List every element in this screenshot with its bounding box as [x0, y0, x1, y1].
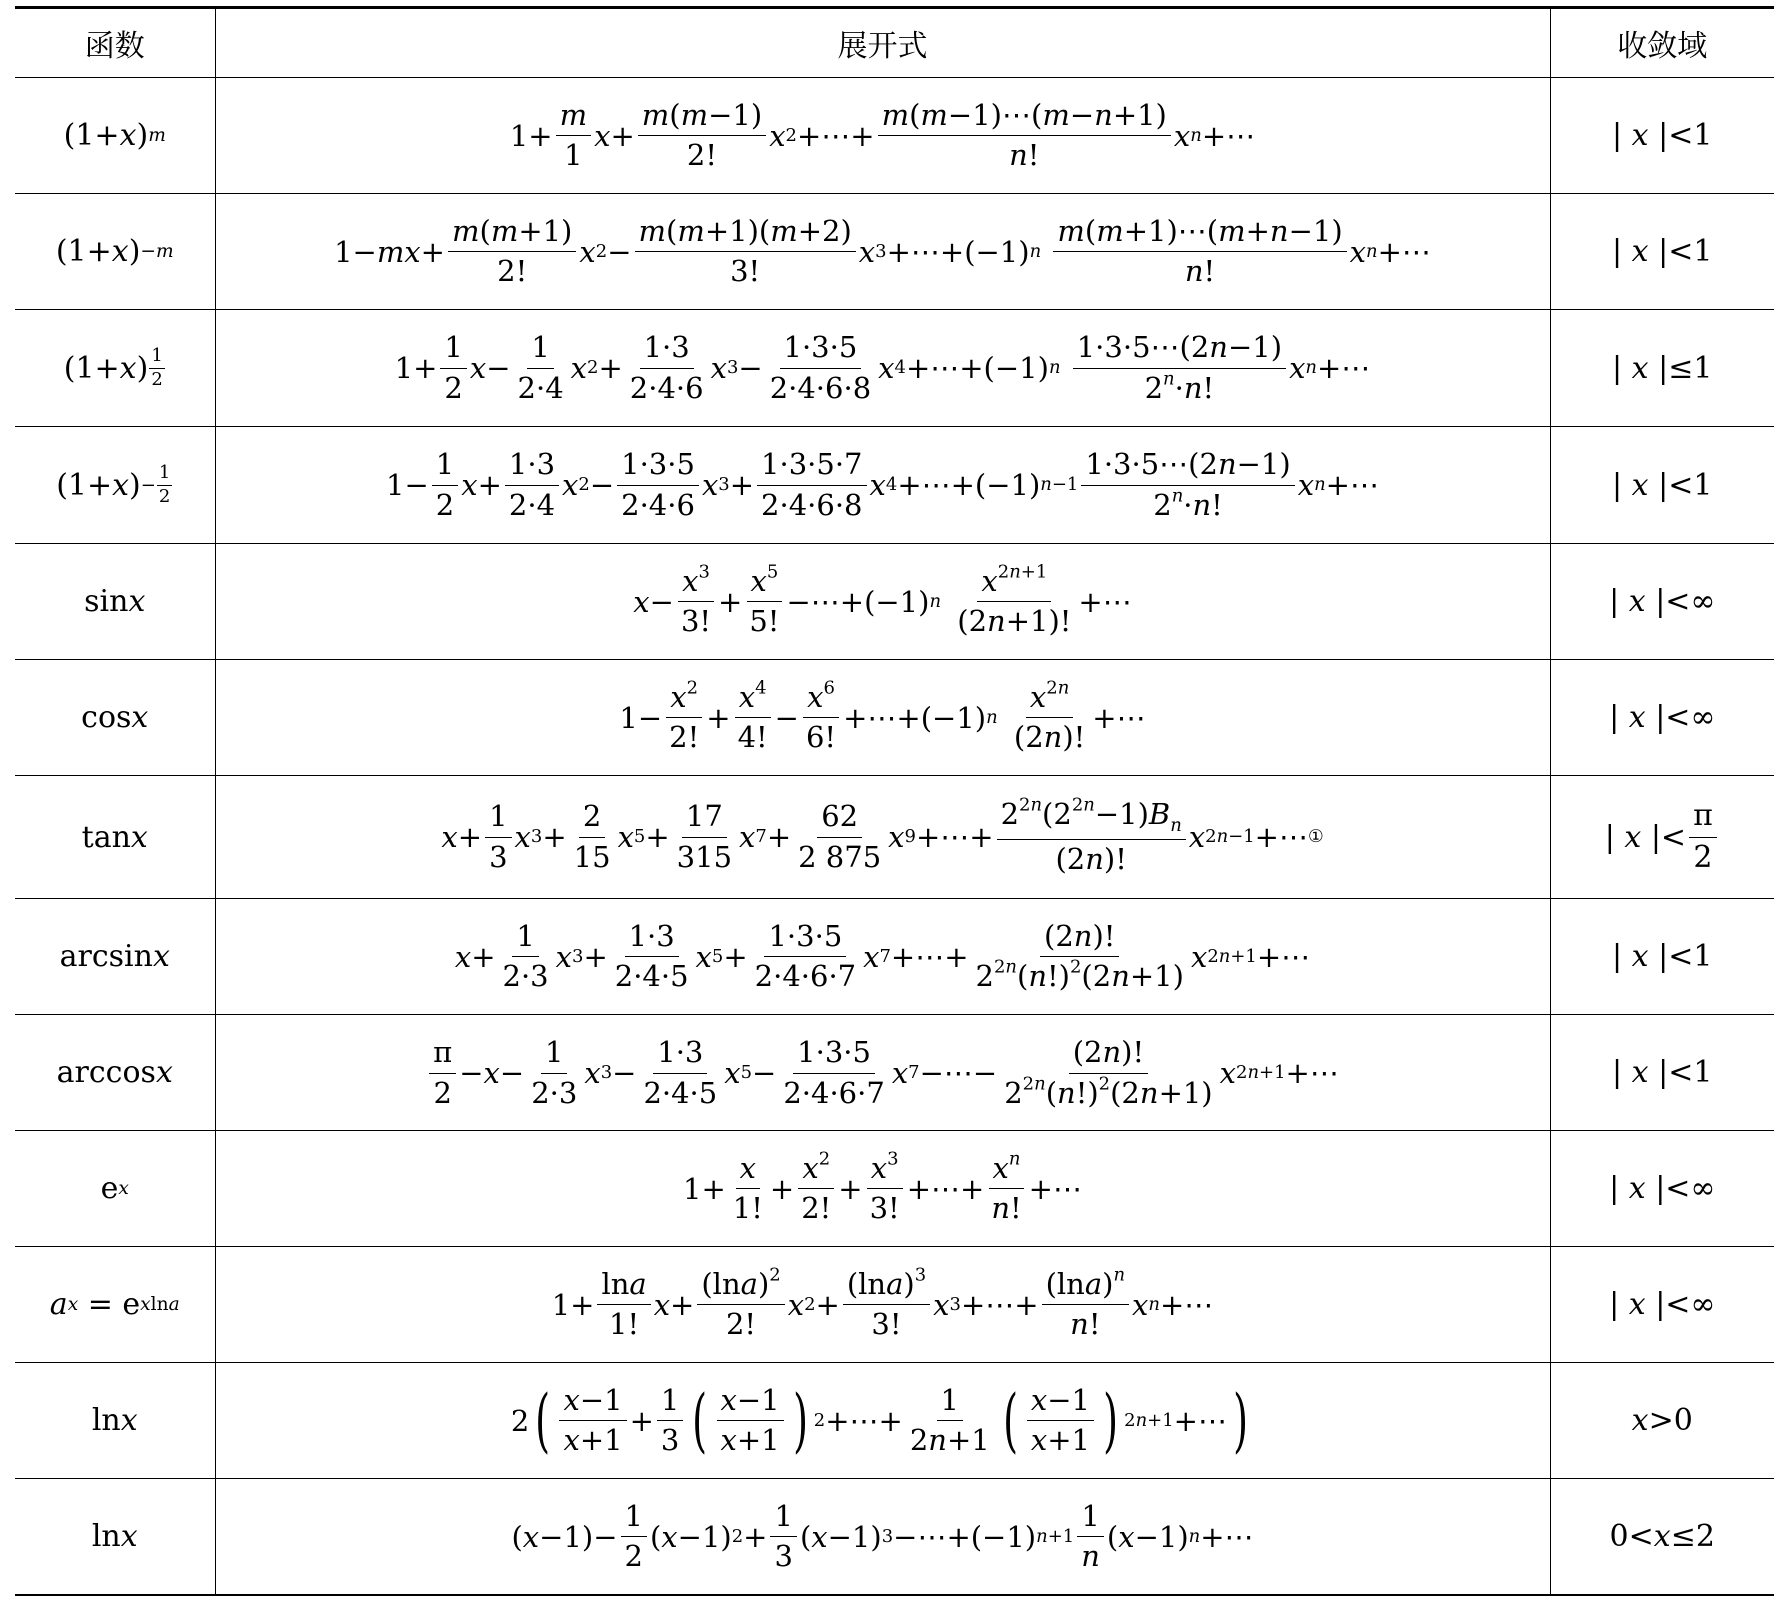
expansion-cell: [215, 78, 1550, 194]
expansion-formula: 1+ $\frac{m}{1}$ x + $\frac{m(m-1)}{2!}$ x 2 +⋯+ $\frac{m(m-1)\cdots(m-n+1)}{n!}$ x n +⋯: [509, 97, 1256, 172]
function-cell: [15, 660, 215, 776]
function-cell: [15, 776, 215, 899]
function-cell: [15, 194, 215, 310]
table-row: [15, 194, 1774, 310]
domain-formula: 0< x ≤2: [1609, 1519, 1715, 1554]
domain-cell: [1550, 1247, 1774, 1363]
function-formula: tan x: [81, 819, 148, 855]
expansion-cell: [215, 1363, 1550, 1479]
expansion-formula: 1+ $\frac{x}{1!}$ + $\frac{x^2}{2!}$ + $\frac{x^3}{3!}$ +⋯+ $\frac{x^n}{n!}$ +⋯: [683, 1148, 1082, 1225]
function-formula: a x = e xlna: [49, 1287, 180, 1322]
header-row: [15, 8, 1774, 78]
function-cell: [15, 1015, 215, 1131]
domain-cell: [1550, 544, 1774, 660]
table-row: [15, 427, 1774, 544]
expansion-formula: 1− mx + $\frac{m(m+1)}{2!}$ x 2 − $\frac{m(m+1)(m+2)}{3!}$ x 3 +⋯+(−1) n $\frac{m(m+1)\cdots(m+n-1)}{n!}$ x n +⋯: [334, 213, 1431, 288]
domain-formula: | x |<∞: [1609, 1287, 1716, 1322]
domain-formula: | x |< $\frac{\pi}{2}$: [1605, 799, 1720, 875]
domain-formula: | x |<1: [1612, 1055, 1713, 1090]
expansion-cell: [215, 1247, 1550, 1363]
expansion-formula: 1− $\frac{x^2}{2!}$ + $\frac{x^4}{4!}$ − $\frac{x^6}{6!}$ +⋯+(−1) n $\frac{x^{2n}}{(2n)!}$ +⋯: [619, 677, 1146, 754]
function-formula: (1+ x ) $\frac{1}{2}$: [63, 344, 163, 390]
expansion-formula: x − $\frac{x^3}{3!}$ + $\frac{x^5}{5!}$ −⋯+(−1) n $\frac{x^{2n+1}}{(2n+1)!}$ +⋯: [633, 561, 1132, 638]
function-formula: ln x: [91, 1519, 138, 1554]
expansion-formula: x + $\frac{1}{3}$ x 3 + $\frac{2}{15}$ x 5 + $\frac{17}{315}$ x 7 + $\frac{62}{2 875}$ x 9 +⋯+ $\frac{2^{2n}(2^{2n}-1)B_n}{(2n)!}$ x 2n−1 +⋯ ①: [441, 794, 1324, 877]
function-formula: (1+ x ) − $\frac{1}{2}$: [56, 461, 171, 507]
domain-formula: | x |<∞: [1609, 1171, 1716, 1206]
table-row: [15, 899, 1774, 1015]
function-cell: [15, 1363, 215, 1479]
expansion-cell: [215, 660, 1550, 776]
domain-cell: [1550, 899, 1774, 1015]
header-function: 函数: [15, 8, 215, 78]
expansion-cell: [215, 776, 1550, 899]
function-cell: [15, 544, 215, 660]
maclaurin-series-table: [15, 6, 1774, 1596]
function-formula: (1+ x ) m: [63, 118, 166, 153]
expansion-cell: [215, 427, 1550, 544]
table-row: [15, 1479, 1774, 1596]
expansion-cell: [215, 899, 1550, 1015]
table-row: [15, 1015, 1774, 1131]
function-cell: [15, 1247, 215, 1363]
domain-formula: | x |<1: [1612, 234, 1713, 269]
expansion-cell: [215, 1015, 1550, 1131]
function-formula: sin x: [84, 584, 146, 619]
table-row: [15, 78, 1774, 194]
function-cell: [15, 899, 215, 1015]
expansion-formula: 2 ( $\frac{x-1}{x+1}$ + $\frac{1}{3}$ ( $\frac{x-1}{x+1}$ ) 2 +⋯+ $\frac{1}{2n+1}$ ( $\frac{x-1}{x+1}$ ) 2n+1 +⋯ ): [510, 1379, 1249, 1461]
expansion-cell: [215, 1479, 1550, 1596]
domain-cell: [1550, 78, 1774, 194]
domain-cell: [1550, 310, 1774, 427]
expansion-cell: [215, 310, 1550, 427]
domain-formula: | x |<∞: [1609, 700, 1716, 735]
domain-cell: [1550, 1131, 1774, 1247]
expansion-cell: [215, 544, 1550, 660]
domain-cell: [1550, 660, 1774, 776]
expansion-formula: x + $\frac{1}{2\cdot 3}$ x 3 + $\frac{1\cdot 3}{2\cdot 4\cdot 5}$ x 5 + $\frac{1\cdot 3\cdot 5}{2\cdot 4\cdot 6\cdot 7}$ x 7 +⋯+ $\frac{(2n)!}{2^{2n}(n!)^2(2n+1)}$ x 2n+1 +⋯: [454, 918, 1311, 993]
function-cell: [15, 1479, 215, 1596]
expansion-formula: $\frac{\pi}{2}$ − x − $\frac{1}{2\cdot 3}$ x 3 − $\frac{1\cdot 3}{2\cdot 4\cdot 5}$ x 5 − $\frac{1\cdot 3\cdot 5}{2\cdot 4\cdot 6\cdot 7}$ x 7 −⋯− $\frac{(2n)!}{2^{2n}(n!)^2(2n+1)}$ x 2n+1 +⋯: [426, 1036, 1339, 1110]
expansion-cell: [215, 1131, 1550, 1247]
function-formula: arcsin x: [59, 939, 170, 974]
domain-cell: [1550, 1015, 1774, 1131]
function-formula: e x: [100, 1171, 129, 1206]
function-cell: [15, 310, 215, 427]
expansion-cell: [215, 194, 1550, 310]
function-formula: (1+ x ) −m: [55, 234, 174, 269]
function-cell: [15, 427, 215, 544]
domain-formula: | x |<1: [1612, 467, 1713, 503]
expansion-formula: ( x −1)− $\frac{1}{2}$ ( x −1) 2 + $\frac{1}{3}$ ( x −1) 3 −⋯+(−1) n+1 $\frac{1}{n}$ ( x −1) n +⋯: [511, 1498, 1254, 1573]
table-row: [15, 1363, 1774, 1479]
domain-formula: | x |<1: [1612, 939, 1713, 974]
table-row: [15, 660, 1774, 776]
table-row: [15, 776, 1774, 899]
function-cell: [15, 78, 215, 194]
function-formula: arccos x: [56, 1055, 173, 1090]
domain-cell: [1550, 1479, 1774, 1596]
domain-cell: [1550, 776, 1774, 899]
function-formula: ln x: [91, 1403, 138, 1438]
domain-formula: x >0: [1631, 1403, 1693, 1438]
expansion-formula: 1− $\frac{1}{2}$ x + $\frac{1\cdot 3}{2\cdot 4}$ x 2 − $\frac{1\cdot 3\cdot 5}{2\cdot 4\cdot 6}$ x 3 + $\frac{1\cdot 3\cdot 5\cdot 7}{2\cdot 4\cdot 6\cdot 8}$ x 4 +⋯+(−1) n−1 $\frac{1\cdot 3\cdot 5\cdots(2n-1)}{2^n\cdot n!}$ x n +⋯: [386, 447, 1379, 522]
domain-formula: | x |<∞: [1609, 584, 1716, 619]
expansion-formula: 1+ $\frac{\ln a}{1!}$ x + $\frac{(\ln a)^2}{2!}$ x 2 + $\frac{(\ln a)^3}{3!}$ x 3 +⋯+ $\frac{(\ln a)^n}{n!}$ x n +⋯: [551, 1264, 1214, 1341]
domain-formula: | x |≤1: [1612, 350, 1713, 386]
function-cell: [15, 1131, 215, 1247]
expansion-formula: 1+ $\frac{1}{2}$ x − $\frac{1}{2\cdot 4}$ x 2 + $\frac{1\cdot 3}{2\cdot 4\cdot 6}$ x 3 − $\frac{1\cdot 3\cdot 5}{2\cdot 4\cdot 6\cdot 8}$ x 4 +⋯+(−1) n $\frac{1\cdot 3\cdot 5\cdots(2n-1)}{2^n\cdot n!}$ x n +⋯: [394, 330, 1371, 405]
table-row: [15, 310, 1774, 427]
domain-cell: [1550, 1363, 1774, 1479]
domain-cell: [1550, 427, 1774, 544]
header-expansion: 展开式: [215, 8, 1550, 78]
header-convergence-domain: 收敛域: [1550, 8, 1774, 78]
footnote-marker: ①: [1307, 827, 1324, 847]
table-row: [15, 1131, 1774, 1247]
table-row: [15, 544, 1774, 660]
function-formula: cos x: [81, 700, 149, 735]
domain-cell: [1550, 194, 1774, 310]
domain-formula: | x |<1: [1612, 118, 1713, 153]
table-row: [15, 1247, 1774, 1363]
